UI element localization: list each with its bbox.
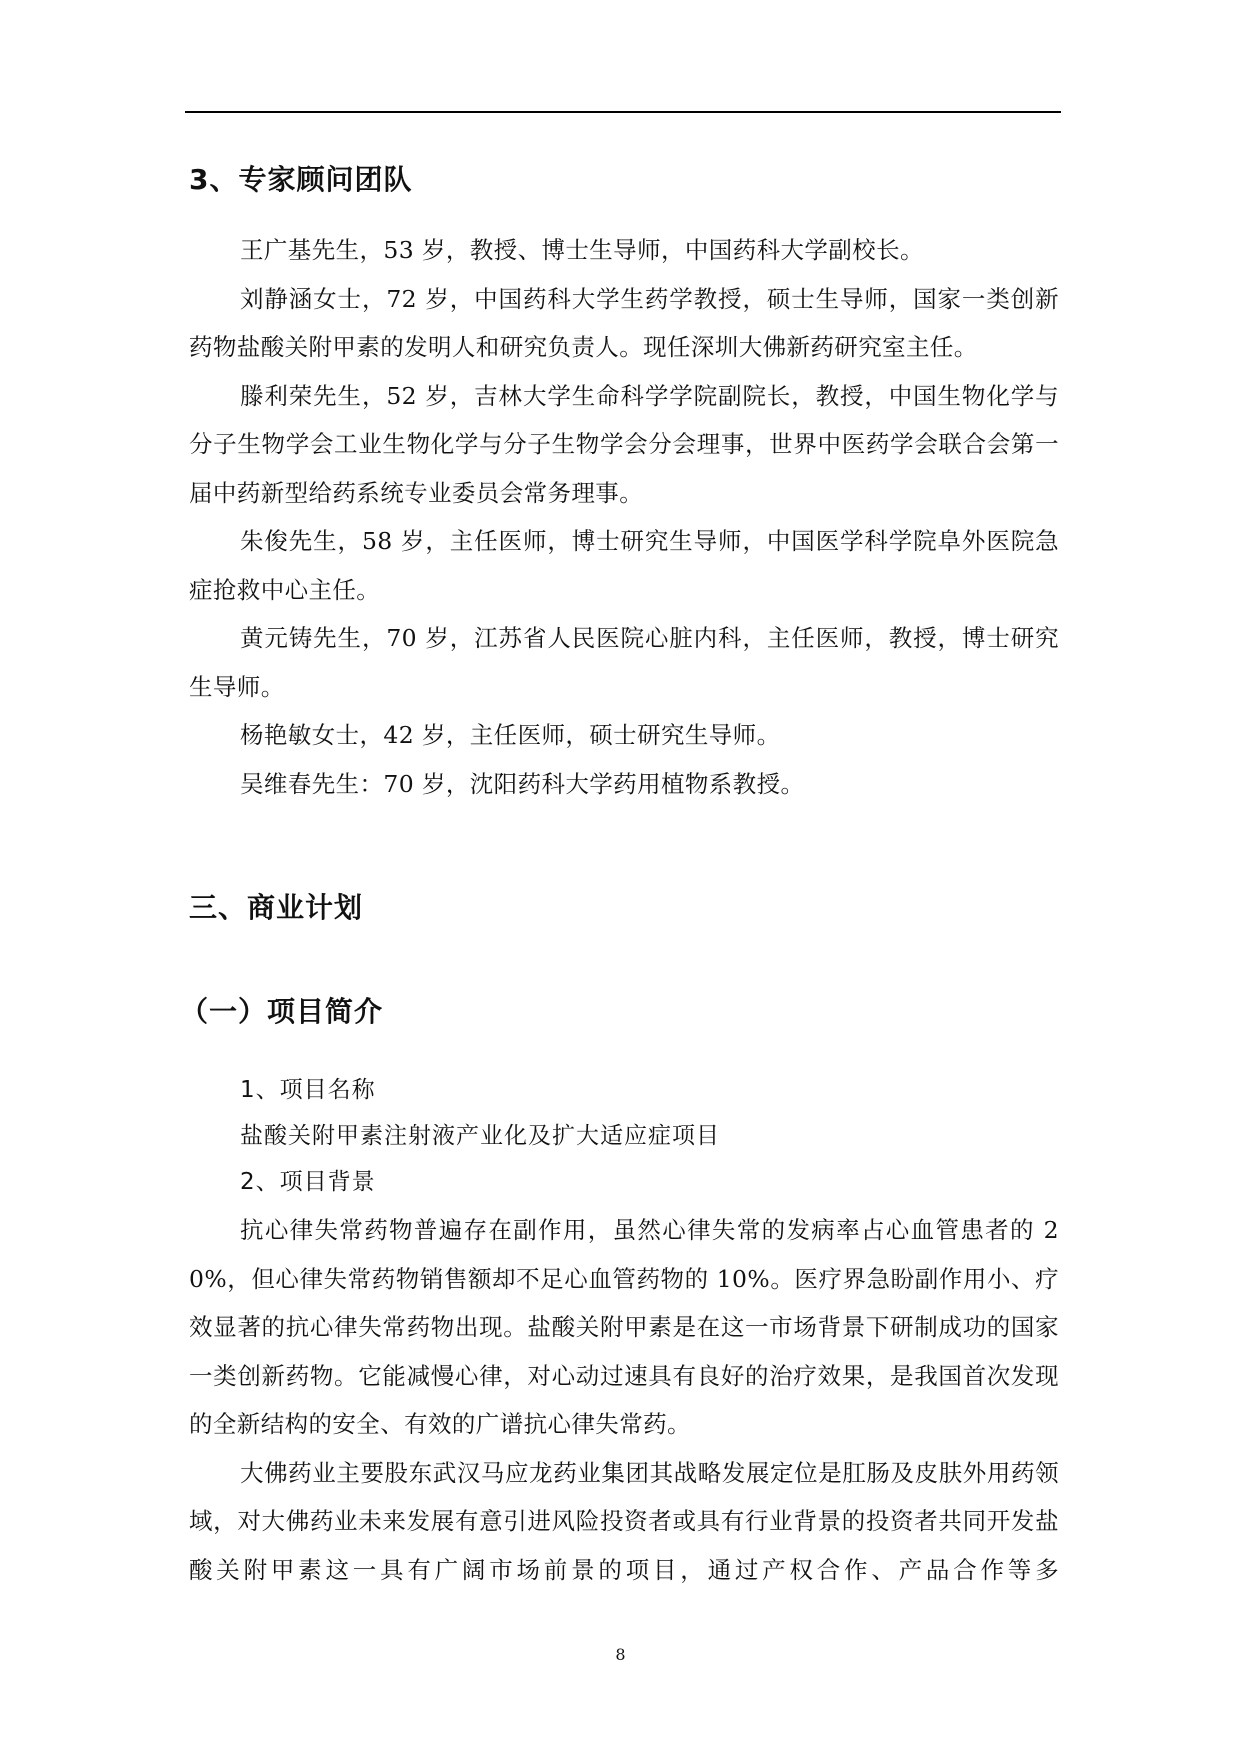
project-intro-body bbox=[189, 1067, 1059, 1205]
subsection-heading-project-intro: （一）项目简介 bbox=[180, 995, 384, 1028]
project-background-body bbox=[189, 1206, 1059, 1594]
project-name-value: 盐酸关附甲素注射液产业化及扩大适应症项目 bbox=[240, 1123, 720, 1149]
page-number: 8 bbox=[615, 1645, 626, 1664]
header-rule bbox=[185, 111, 1061, 113]
expert-list bbox=[189, 226, 1059, 808]
project-name-label: 1、项目名称 bbox=[240, 1077, 376, 1103]
expert-team-section bbox=[189, 158, 1059, 198]
expert-paragraph: 刘静涵女士，72 岁，中国药科大学生药学教授，硕士生导师，国家一类创新药物盐酸关附甲素的发明人和研究负责人。现任深圳大佛新药研究室主任。 bbox=[189, 284, 1059, 361]
expert-paragraph: 朱俊先生，58 岁，主任医师，博士研究生导师，中国医学科学院阜外医院急症抢救中心主任。 bbox=[189, 527, 1059, 604]
expert-paragraph: 杨艳敏女士，42 岁，主任医师，硕士研究生导师。 bbox=[240, 721, 781, 749]
background-paragraph: 大佛药业主要股东武汉马应龙药业集团其战略发展定位是肛肠及皮肤外用药领域，对大佛药业未来发展有意引进风险投资者或具有行业背景的投资者共同开发盐酸关附甲素这一具有广阔市场前景的项目，通过产权合作、产品合作等多 bbox=[189, 1458, 1059, 1584]
section-heading-business-plan: 三、商业计划 bbox=[189, 891, 364, 924]
expert-paragraph: 王广基先生，53 岁，教授、博士生导师，中国药科大学副校长。 bbox=[240, 236, 924, 264]
section-heading-expert-team: 3、专家顾问团队 bbox=[189, 163, 413, 196]
expert-paragraph: 黄元铸先生，70 岁，江苏省人民医院心脏内科，主任医师，教授，博士研究生导师。 bbox=[189, 624, 1059, 701]
background-paragraph: 抗心律失常药物普遍存在副作用，虽然心律失常的发病率占心血管患者的 20%，但心律失常药物销售额却不足心血管药物的 10%。医疗界急盼副作用小、疗效显著的抗心律失常药物出现。盐酸关附甲素是在这一市场背景下研制成功的国家一类创新药物。它能减慢心律，对心动过速具有良好的治疗效果，是我国首次发现的全新结构的安全、有效的广谱抗心律失常药。 bbox=[189, 1216, 1059, 1438]
project-background-label: 2、项目背景 bbox=[240, 1169, 376, 1195]
expert-paragraph: 滕利荣先生，52 岁，吉林大学生命科学学院副院长，教授，中国生物化学与分子生物学会工业生物化学与分子生物学会分会理事，世界中医药学会联合会第一届中药新型给药系统专业委员会常务理事。 bbox=[189, 381, 1059, 507]
business-plan-section bbox=[189, 886, 1059, 926]
expert-paragraph: 吴维春先生：70 岁，沈阳药科大学药用植物系教授。 bbox=[240, 769, 805, 798]
project-intro-section bbox=[180, 990, 1050, 1030]
